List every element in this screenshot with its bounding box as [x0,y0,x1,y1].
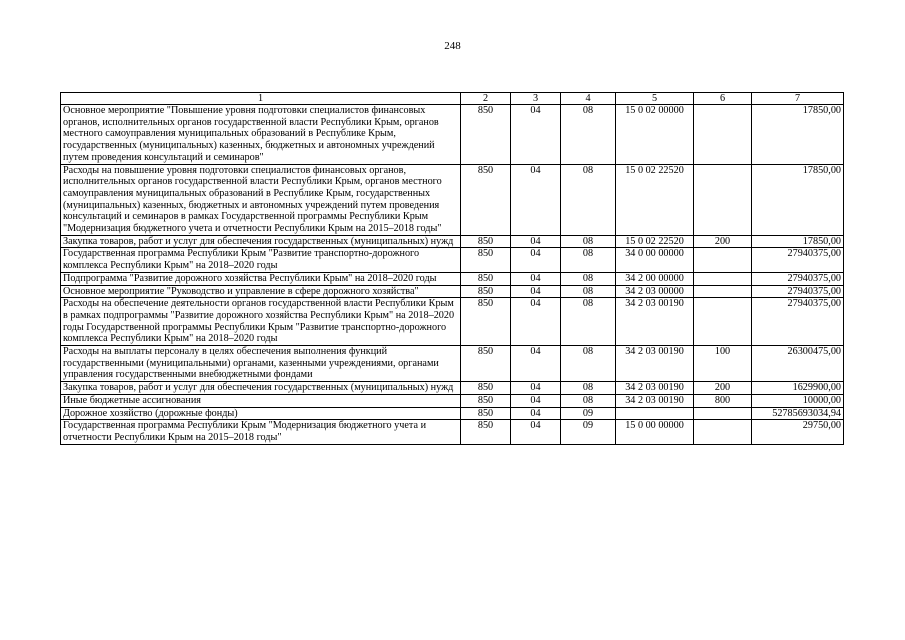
row-target-article: 34 2 00 00000 [616,272,694,285]
table-row [61,407,844,420]
row-section-code: 04 [511,164,561,235]
row-ministry-code: 850 [461,248,511,272]
row-name: Иные бюджетные ассигнования [61,394,461,407]
row-subsection-code: 08 [561,105,616,165]
row-section-code: 04 [511,235,561,248]
row-target-article: 34 2 03 00190 [616,346,694,382]
row-target-article: 15 0 02 00000 [616,105,694,165]
row-section-code: 04 [511,420,561,444]
row-target-article: 15 0 02 22520 [616,164,694,235]
header-col-6: 6 [694,93,752,105]
row-subsection-code: 08 [561,382,616,395]
row-name: Дорожное хозяйство (дорожные фонды) [61,407,461,420]
table-row [61,164,844,235]
row-subsection-code: 08 [561,394,616,407]
row-amount: 27940375,00 [752,272,844,285]
row-subsection-code: 09 [561,420,616,444]
page-number: 248 [444,40,461,52]
row-amount: 10000,00 [752,394,844,407]
table-row [61,248,844,272]
row-section-code: 04 [511,298,561,346]
row-section-code: 04 [511,285,561,298]
row-ministry-code: 850 [461,407,511,420]
row-ministry-code: 850 [461,285,511,298]
table-row [61,285,844,298]
row-ministry-code: 850 [461,298,511,346]
row-subsection-code: 08 [561,248,616,272]
row-expense-type [694,105,752,165]
row-name: Расходы на выплаты персоналу в целях обеспечения выполнения функций государственными (муниципальными) органами, казенными учреждениями, органами управления государственными внебюджетными фондами [61,346,461,382]
header-col-2: 2 [461,93,511,105]
row-amount: 26300475,00 [752,346,844,382]
row-expense-type [694,248,752,272]
row-target-article: 34 2 03 00000 [616,285,694,298]
row-amount: 17850,00 [752,164,844,235]
header-row [61,93,844,105]
row-amount: 52785693034,94 [752,407,844,420]
row-section-code: 04 [511,248,561,272]
table-row [61,420,844,444]
row-subsection-code: 09 [561,407,616,420]
table-row [61,105,844,165]
table-row [61,298,844,346]
row-ministry-code: 850 [461,382,511,395]
row-subsection-code: 08 [561,298,616,346]
row-expense-type [694,285,752,298]
row-name: Расходы на обеспечение деятельности органов государственной власти Республики Крым в рамках подпрограммы "Развитие дорожного хозяйства Республики Крым" на 2018–2020 годы Государственной программы Республики Крым "Развитие транспортно-дорожного комплекса Республики Крым" на 2018–2020 годы [61,298,461,346]
row-section-code: 04 [511,382,561,395]
row-section-code: 04 [511,272,561,285]
row-expense-type: 100 [694,346,752,382]
row-ministry-code: 850 [461,272,511,285]
row-amount: 1629900,00 [752,382,844,395]
row-subsection-code: 08 [561,346,616,382]
row-amount: 27940375,00 [752,285,844,298]
row-ministry-code: 850 [461,235,511,248]
row-section-code: 04 [511,346,561,382]
row-ministry-code: 850 [461,105,511,165]
row-subsection-code: 08 [561,285,616,298]
row-expense-type: 200 [694,235,752,248]
row-name: Закупка товаров, работ и услуг для обеспечения государственных (муниципальных) нужд [61,382,461,395]
budget-table [60,92,844,445]
row-expense-type [694,298,752,346]
row-target-article: 15 0 00 00000 [616,420,694,444]
row-expense-type: 800 [694,394,752,407]
row-section-code: 04 [511,394,561,407]
row-subsection-code: 08 [561,235,616,248]
row-target-article [616,407,694,420]
row-expense-type [694,272,752,285]
row-ministry-code: 850 [461,346,511,382]
table-row [61,346,844,382]
row-expense-type [694,407,752,420]
row-ministry-code: 850 [461,164,511,235]
row-target-article: 34 2 03 00190 [616,394,694,407]
table-row [61,394,844,407]
row-amount: 27940375,00 [752,298,844,346]
row-target-article: 15 0 02 22520 [616,235,694,248]
header-col-4: 4 [561,93,616,105]
row-amount: 17850,00 [752,105,844,165]
row-section-code: 04 [511,407,561,420]
row-amount: 27940375,00 [752,248,844,272]
row-name: Основное мероприятие "Руководство и управление в сфере дорожного хозяйства" [61,285,461,298]
row-target-article: 34 2 03 00190 [616,298,694,346]
header-col-7: 7 [752,93,844,105]
table-row [61,272,844,285]
row-name: Государственная программа Республики Крым "Развитие транспортно-дорожного комплекса Республики Крым" на 2018–2020 годы [61,248,461,272]
row-name: Основное мероприятие "Повышение уровня подготовки специалистов финансовых органов, исполнительных органов государственной власти Республики Крым, органов местного самоуправления муниципальных образований в Республике Крым, государственных (муниципальных) казенных, бюджетных и автономных учреждений путем проведения консультаций и семинаров" [61,105,461,165]
row-name: Государственная программа Республики Крым "Модернизация бюджетного учета и отчетности Республики Крым на 2015–2018 годы" [61,420,461,444]
table-row [61,382,844,395]
row-amount: 29750,00 [752,420,844,444]
header-col-5: 5 [616,93,694,105]
row-ministry-code: 850 [461,394,511,407]
row-expense-type: 200 [694,382,752,395]
row-ministry-code: 850 [461,420,511,444]
row-target-article: 34 2 03 00190 [616,382,694,395]
row-subsection-code: 08 [561,272,616,285]
row-name: Расходы на повышение уровня подготовки специалистов финансовых органов, исполнительных органов государственной власти Республики Крым, органов местного самоуправления муниципальных образований в Республике Крым, государственных (муниципальных) казенных, бюджетных и автономных учреждений путем проведения консультаций и семинаров в рамках Государственной программы Республики Крым "Модернизация бюджетного учета и отчетности Республики Крым на 2015–2018 годы" [61,164,461,235]
row-expense-type [694,164,752,235]
table-row [61,235,844,248]
row-expense-type [694,420,752,444]
header-col-3: 3 [511,93,561,105]
row-subsection-code: 08 [561,164,616,235]
row-section-code: 04 [511,105,561,165]
row-target-article: 34 0 00 00000 [616,248,694,272]
row-name: Закупка товаров, работ и услуг для обеспечения государственных (муниципальных) нужд [61,235,461,248]
header-col-1: 1 [61,93,461,105]
row-amount: 17850,00 [752,235,844,248]
row-name: Подпрограмма "Развитие дорожного хозяйства Республики Крым" на 2018–2020 годы [61,272,461,285]
